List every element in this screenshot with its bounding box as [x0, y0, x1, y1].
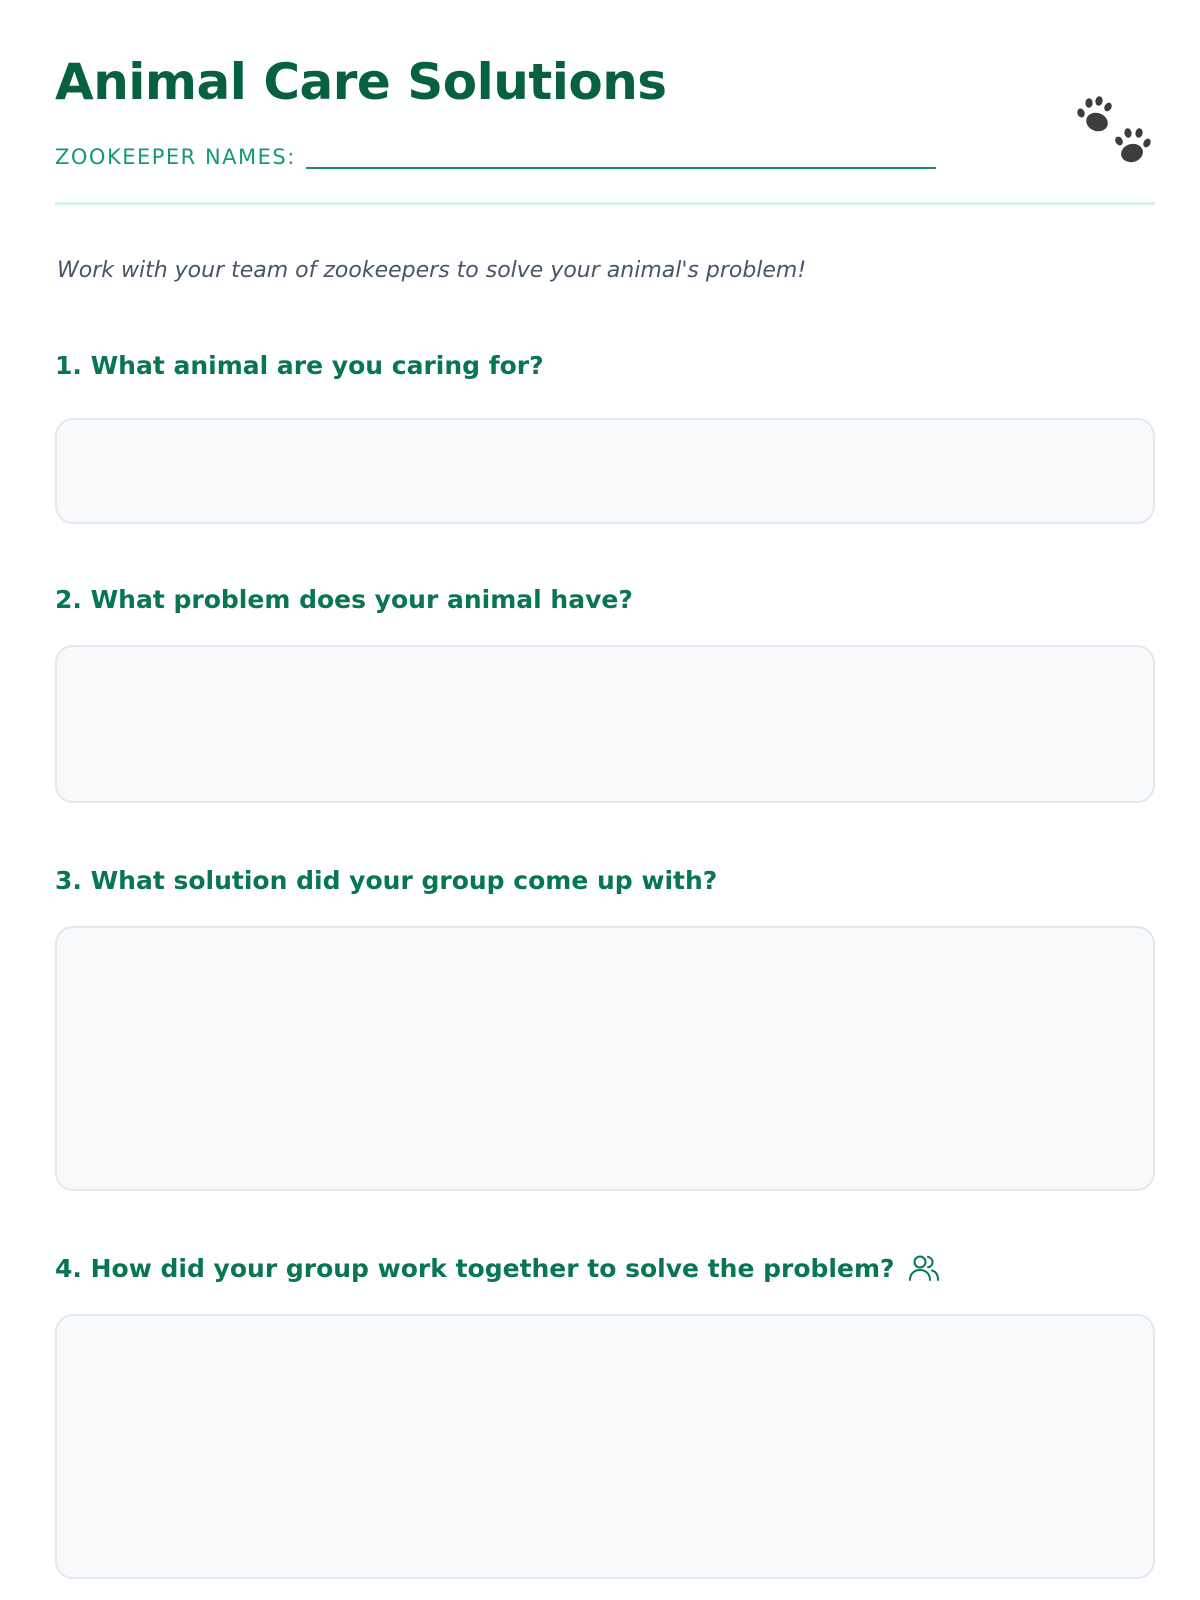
zookeeper-names-field[interactable] — [306, 145, 936, 169]
question-3-answer[interactable] — [55, 926, 1155, 1191]
zookeeper-names-row — [55, 142, 936, 172]
question-2-text: 2. What problem does your animal have? — [55, 584, 633, 614]
question-1-label — [55, 347, 544, 383]
zookeeper-names-label: ZOOKEEPER NAMES: — [55, 145, 296, 169]
worksheet-page — [55, 0, 1155, 1600]
question-3-label — [55, 862, 717, 898]
instructions-text: Work with your team of zookeepers to solve your animal's problem! — [57, 258, 807, 283]
question-2-label — [55, 581, 633, 617]
question-4-label — [55, 1250, 941, 1286]
team-icon — [907, 1251, 941, 1285]
question-1-answer[interactable] — [55, 418, 1155, 524]
question-1-text: 1. What animal are you caring for? — [55, 350, 544, 380]
question-3-text: 3. What solution did your group come up with? — [55, 865, 718, 895]
question-4-answer[interactable] — [55, 1314, 1155, 1579]
page-title: Animal Care Solutions — [55, 53, 667, 111]
worksheet-header — [55, 0, 1155, 205]
question-2-answer[interactable] — [55, 645, 1155, 803]
paw-prints-icon — [1075, 95, 1159, 175]
question-4-text: 4. How did your group work together to solve the problem? — [55, 1253, 895, 1283]
